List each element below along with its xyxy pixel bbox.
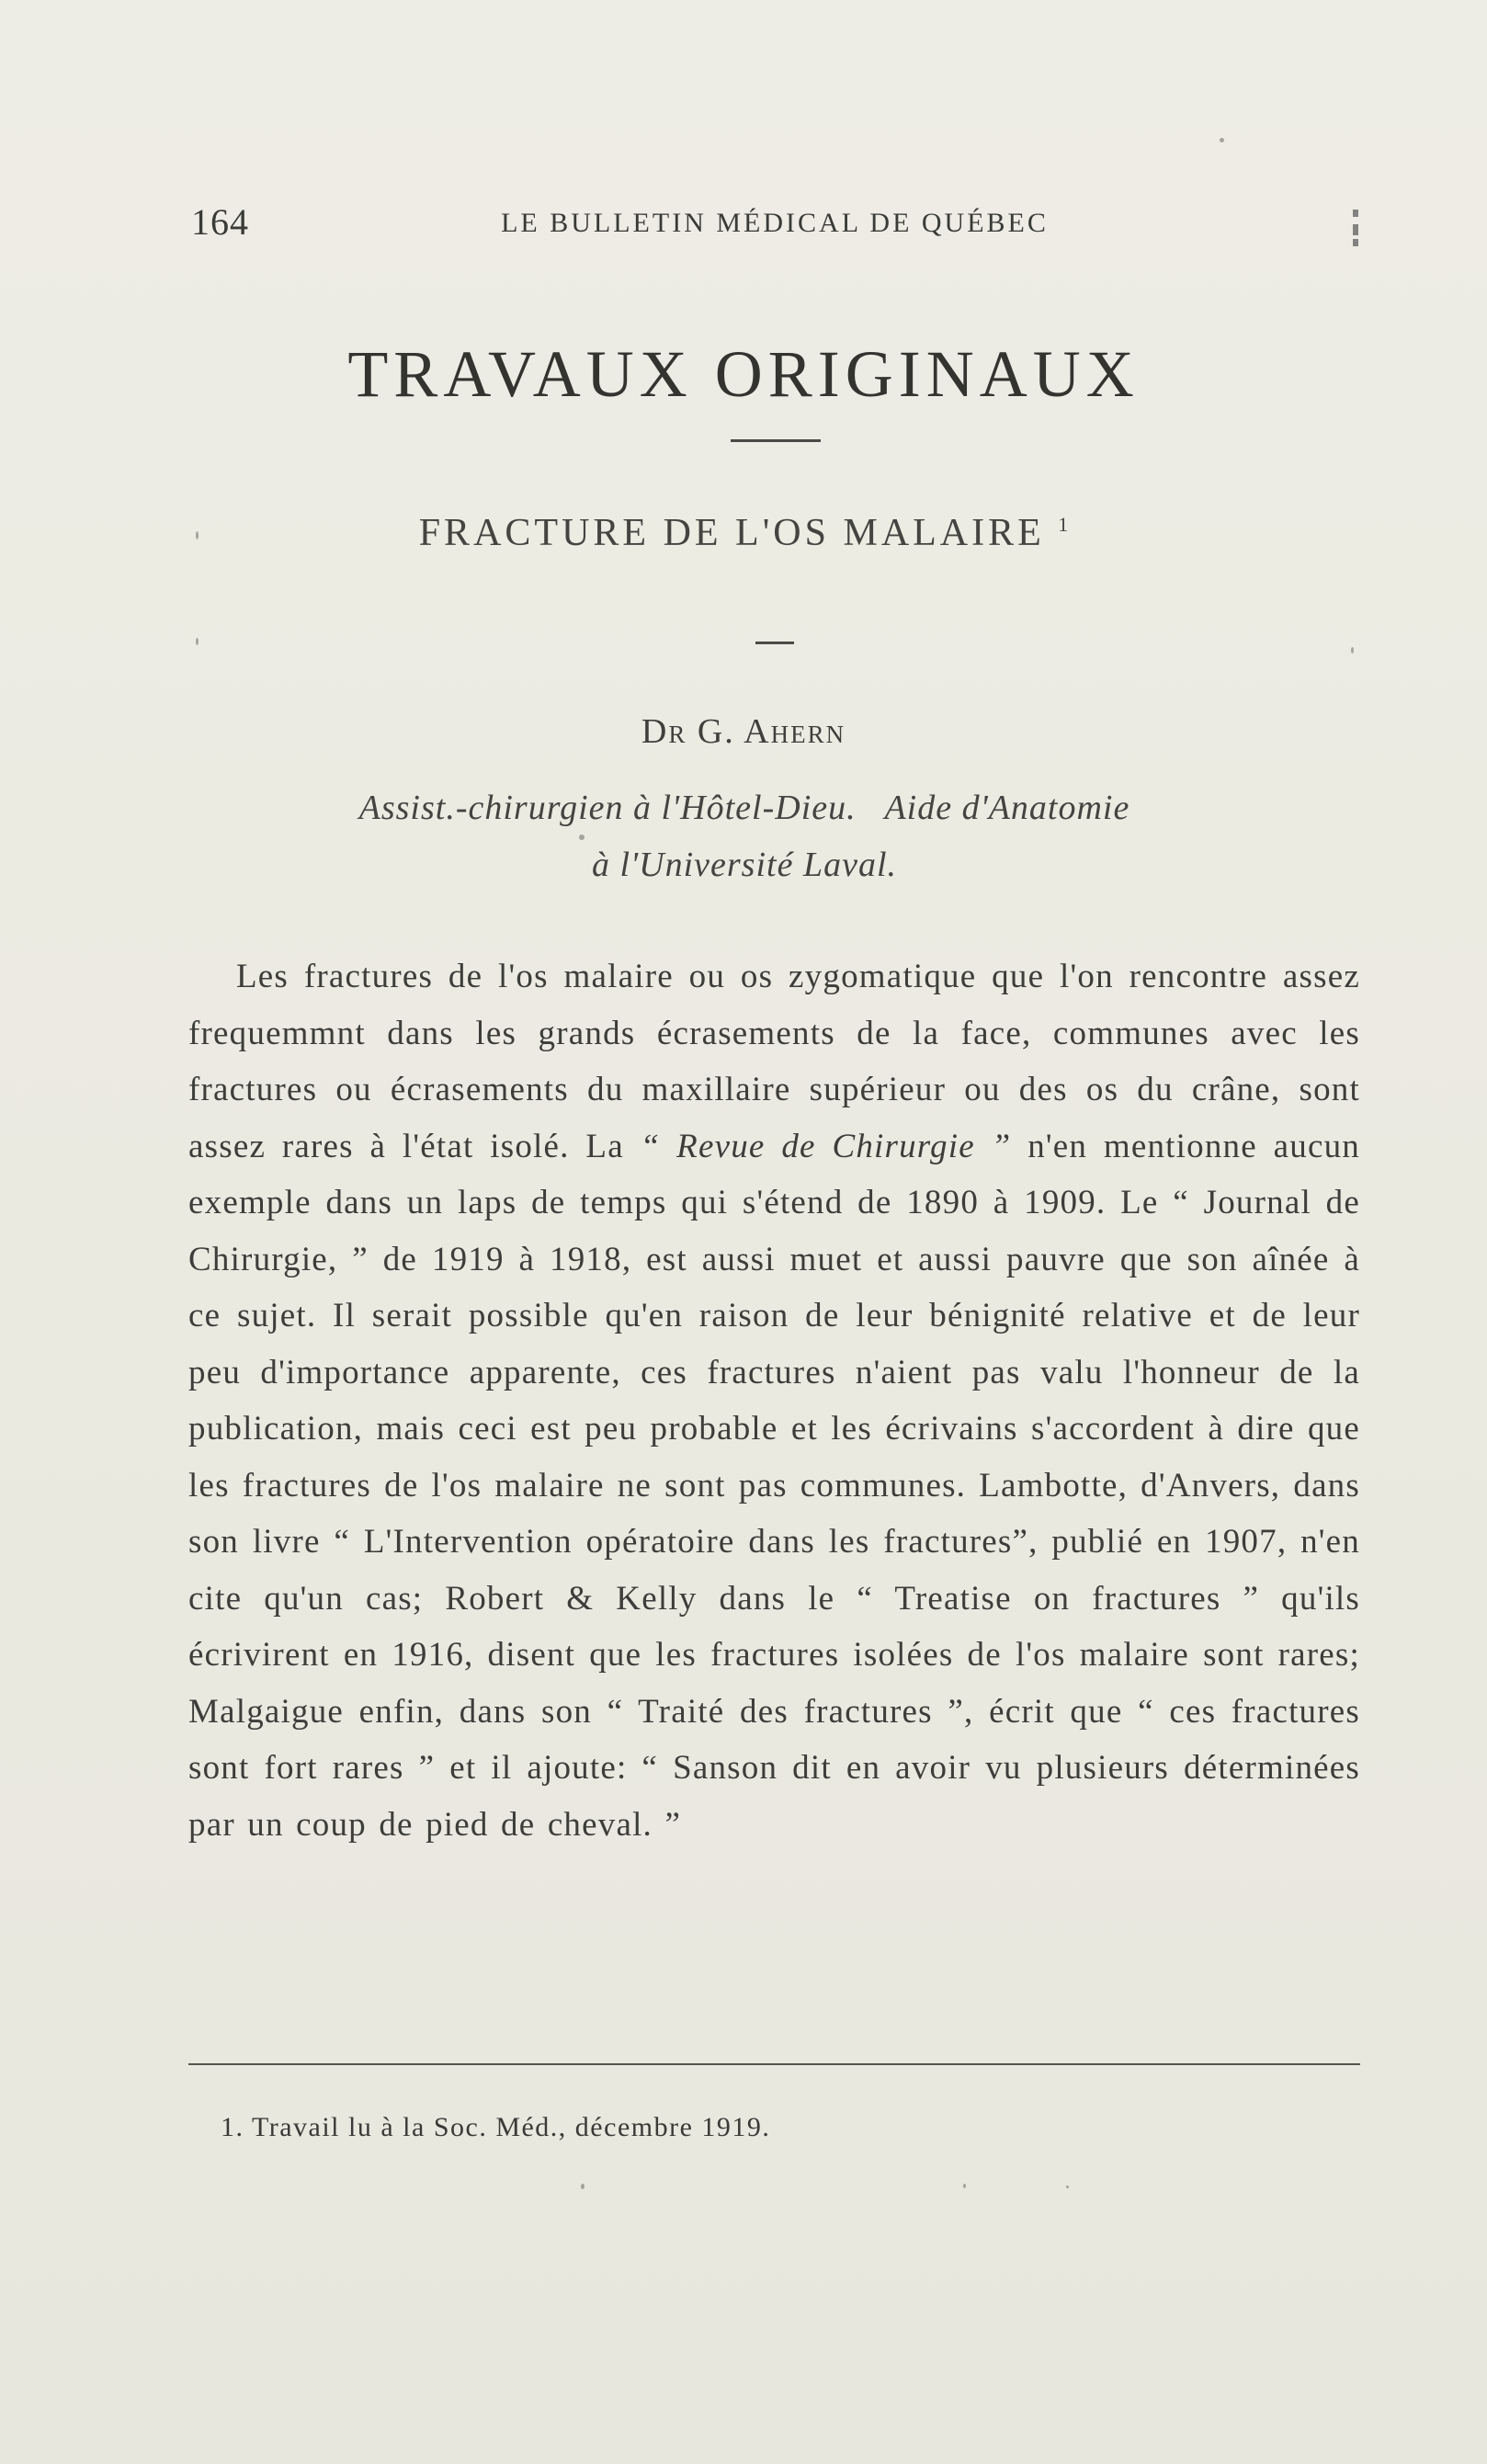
page-edge-mark [1353,210,1358,246]
title-divider [731,439,821,442]
paper-speck [1220,138,1224,142]
body-text-part-1: Les fractures de l'os malaire ou os zygomatique que l'on rencontre assez frequemmnt dans les grands écrasements de la face, communes avec les fractures ou écrasements du maxillaire supérieur ou des os du crâne, sont assez rares à l'état isolé. La [188,958,1360,1165]
journal-title: LE BULLETIN MÉDICAL DE QUÉBEC [501,208,1049,238]
paper-speck [196,531,199,539]
section-title: TRAVAUX ORIGINAUX [347,337,1140,412]
paper-speck [579,835,585,840]
paper-speck [196,638,199,645]
running-head [191,200,1358,246]
article-body [188,948,1360,1853]
paper-speck [1066,2186,1069,2188]
article-title [0,511,1487,555]
paper-speck [963,2184,966,2188]
author-name: Dr G. Ahern [641,712,846,751]
body-paragraph [188,948,1360,1853]
article-title-text: FRACTURE DE L'OS MALAIRE [418,512,1045,554]
page-number: 164 [191,201,249,243]
affiliation-line-2: à l'Université Laval. [591,846,898,884]
footnote-reference: 1 [1058,513,1069,536]
affiliation-line-1: Assist.-chirurgien à l'Hôtel-Dieu. Aide d'Anatomie [358,789,1130,827]
footnote: 1. Travail lu à la Soc. Méd., décembre 1919. [221,2112,771,2142]
author-affiliation [230,779,1259,893]
paper-speck [1351,647,1354,653]
author-divider [755,642,794,644]
body-text-part-2: n'en mentionne aucun exemple dans un laps de temps qui s'étend de 1890 à 1909. Le “ Journal de Chirurgie, ” de 1919 à 1918, est aussi muet et aussi pauvre que son aînée à ce sujet. Il serait possible qu'en raison de leur bénignité relative et de leur peu d'importance apparente, ces fractures n'aient pas valu l'honneur de la publication, mais ceci est peu probable et les écrivains s'accordent à dire que les fractures de l'os malaire ne sont pas communes. Lambotte, d'Anvers, dans son livre “ L'Intervention opératoire dans les fractures”, publié en 1907, n'en cite qu'un cas; Robert & Kelly dans le “ Treatise on fractures ” qu'ils écrivirent en 1916, disent que les fractures isolées de l'os malaire sont rares; Malgaigue enfin, dans son “ Traité des fractures ”, écrit que “ ces fractures sont fort rares ” et il ajoute: “ Sanson dit en avoir vu plusieurs déterminées par un coup de pied de cheval. ” [188,1127,1360,1844]
footnote-divider [188,2063,1360,2065]
journal-citation-italic: “ Revue de Chirurgie ” [640,1127,1012,1165]
paper-speck [581,2184,585,2189]
